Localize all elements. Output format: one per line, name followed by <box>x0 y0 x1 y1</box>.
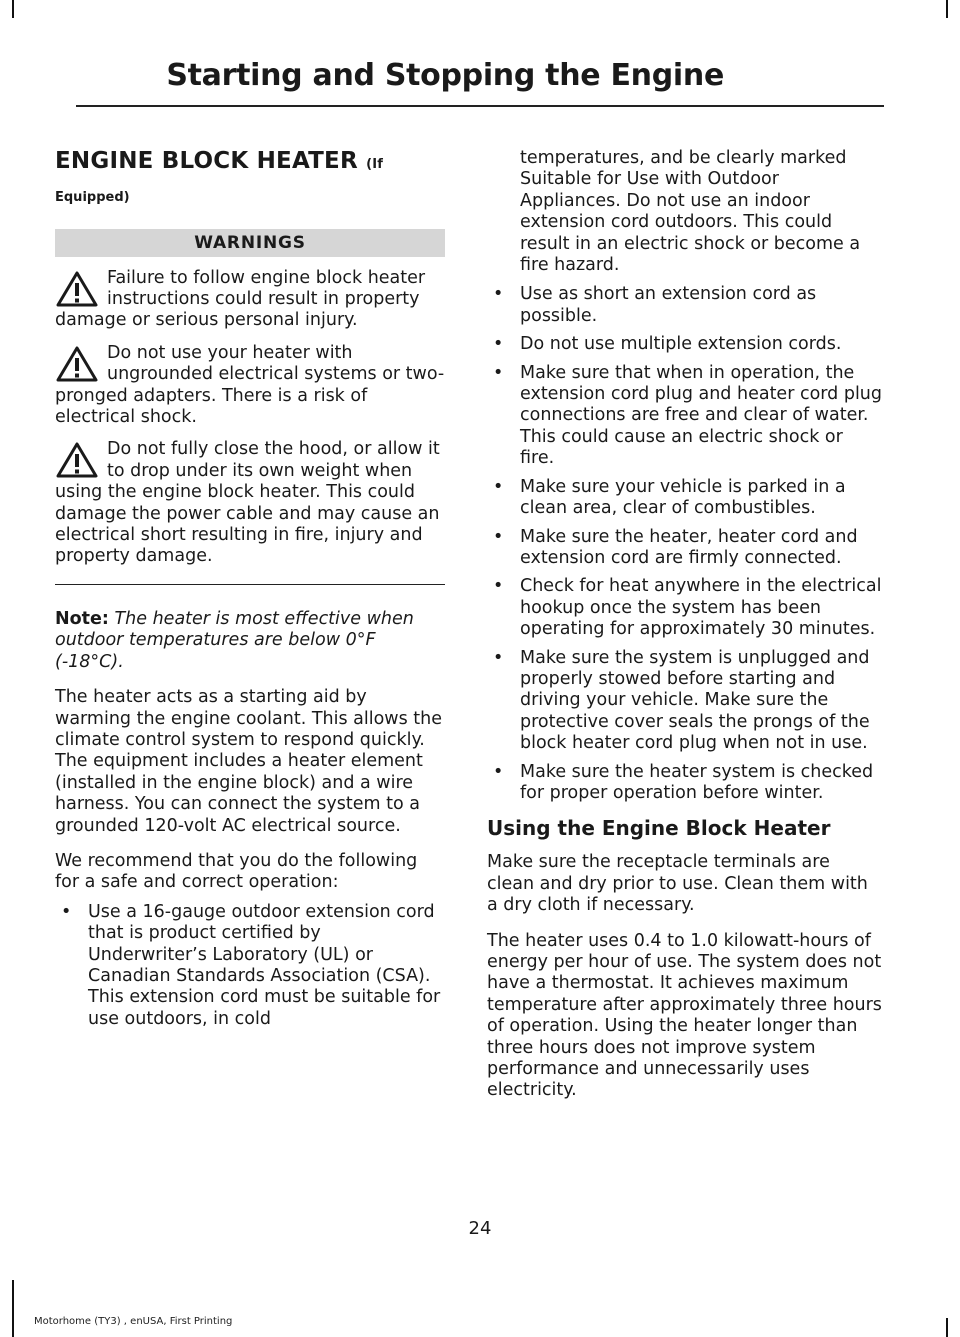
warning-text: Do not use your heater with ungrounded electrical systems or two-pronged adapters. There is a risk of electrical shock. <box>55 342 445 428</box>
section-heading <box>55 140 445 176</box>
list-item <box>487 477 882 520</box>
warning-item <box>55 439 445 567</box>
crop-mark <box>946 0 948 18</box>
list-item <box>487 762 882 805</box>
note-text: The heater is most effective when outdoor temperatures are below 0°F (-18°C). <box>55 608 414 672</box>
list-item-text: Make sure your vehicle is parked in a clean area, clear of combustibles. <box>520 476 846 519</box>
list-item <box>487 648 882 755</box>
subheading: Using the Engine Block Heater <box>487 816 831 841</box>
warning-item <box>55 343 445 429</box>
warnings-end-rule <box>55 584 445 585</box>
note-label: Note: <box>55 608 109 629</box>
list-item <box>487 284 882 327</box>
bullet-glyph: • <box>493 526 504 547</box>
bullet-glyph: • <box>493 362 504 383</box>
list-item-text: Make sure the system is unplugged and properly stowed before starting and driving your vehicle. Make sure the protective cover seals the prongs of the block heater cord plug when not in use. <box>520 647 870 754</box>
paragraph: The heater uses 0.4 to 1.0 kilowatt-hours of energy per hour of use. The system does not have a thermostat. It achieves maximum temperature after approximately three hours of operation. Using the heater longer than three hours does not improve system performance and unnecessarily uses electricity. <box>487 930 882 1101</box>
warning-item <box>55 268 445 332</box>
bullet-glyph: • <box>61 901 72 922</box>
crop-mark <box>12 0 14 18</box>
list-item <box>487 527 882 570</box>
bullet-glyph: • <box>493 476 504 497</box>
warning-triangle-icon <box>55 441 99 479</box>
bullet-glyph: • <box>493 334 504 355</box>
bullet-glyph: • <box>493 284 504 305</box>
list-item <box>487 576 882 640</box>
crop-mark <box>12 1280 14 1337</box>
title-rule <box>76 105 884 107</box>
paragraph: We recommend that you do the following for a safe and correct operation: <box>55 850 418 893</box>
left-column <box>55 140 445 1037</box>
bullet-glyph: • <box>493 576 504 597</box>
list-item <box>487 363 882 470</box>
warning-triangle-icon <box>55 345 99 383</box>
page-number: 24 <box>468 1218 492 1239</box>
right-column <box>487 148 882 1102</box>
bullet-glyph: • <box>493 761 504 782</box>
list-item-text: Use as short an extension cord as possible. <box>520 284 817 326</box>
paragraph: Make sure the receptacle terminals are clean and dry prior to use. Clean them with a dry cloth if necessary. <box>487 852 868 916</box>
section-heading-suffix-2: Equipped) <box>55 189 130 205</box>
warning-text: Failure to follow engine block heater instructions could result in property damage or serious personal injury. <box>55 267 426 331</box>
list-item-text: Make sure the heater system is checked for proper operation before winter. <box>520 761 874 803</box>
warning-triangle-icon <box>55 270 99 308</box>
section-heading-text: ENGINE BLOCK HEATER <box>55 148 358 174</box>
list-item-continuation: temperatures, and be clearly marked Suitable for Use with Outdoor Appliances. Do not use an indoor extension cord outdoors. This could result in an electric shock or become a fire hazard. <box>520 148 861 276</box>
list-item <box>487 334 882 355</box>
list-item-text: Use a 16-gauge outdoor extension cord that is product certified by Underwriter’s Laboratory (UL) or Canadian Standards Association (CSA). This extension cord must be suitable for use outdoors, in cold <box>88 901 441 1029</box>
list-item <box>55 902 445 1030</box>
list-item-text: Do not use multiple extension cords. <box>520 334 842 355</box>
section-heading-suffix: (If <box>366 157 384 172</box>
bullet-glyph: • <box>493 647 504 668</box>
paragraph: The heater acts as a starting aid by warming the engine coolant. This allows the climate control system to respond quickly. The equipment includes a heater element (installed in the engine block) and a wire harness. You can connect the system to a grounded 120-volt AC electrical source. <box>55 687 443 836</box>
bullet-list <box>55 902 445 1030</box>
footer-edition: Motorhome (TY3) , enUSA, First Printing <box>34 1316 233 1327</box>
note <box>55 609 445 673</box>
warnings-label: WARNINGS <box>55 229 445 257</box>
list-item-text: Check for heat anywhere in the electrical hookup once the system has been operating for approximately 30 minutes. <box>520 576 882 640</box>
page-title: Starting and Stopping the Engine <box>166 58 724 93</box>
crop-mark <box>946 1318 948 1337</box>
list-item-text: Make sure the heater, heater cord and extension cord are firmly connected. <box>520 526 858 568</box>
warning-text: Do not fully close the hood, or allow it to drop under its own weight when using the engine block heater. This could damage the power cable and may cause an electrical short resulting in fire, injury and property damage. <box>55 439 440 567</box>
bullet-list <box>487 284 882 804</box>
list-item-text: Make sure that when in operation, the extension cord plug and heater cord plug connections are free and clear of water. This could cause an electric shock or fire. <box>520 362 883 469</box>
